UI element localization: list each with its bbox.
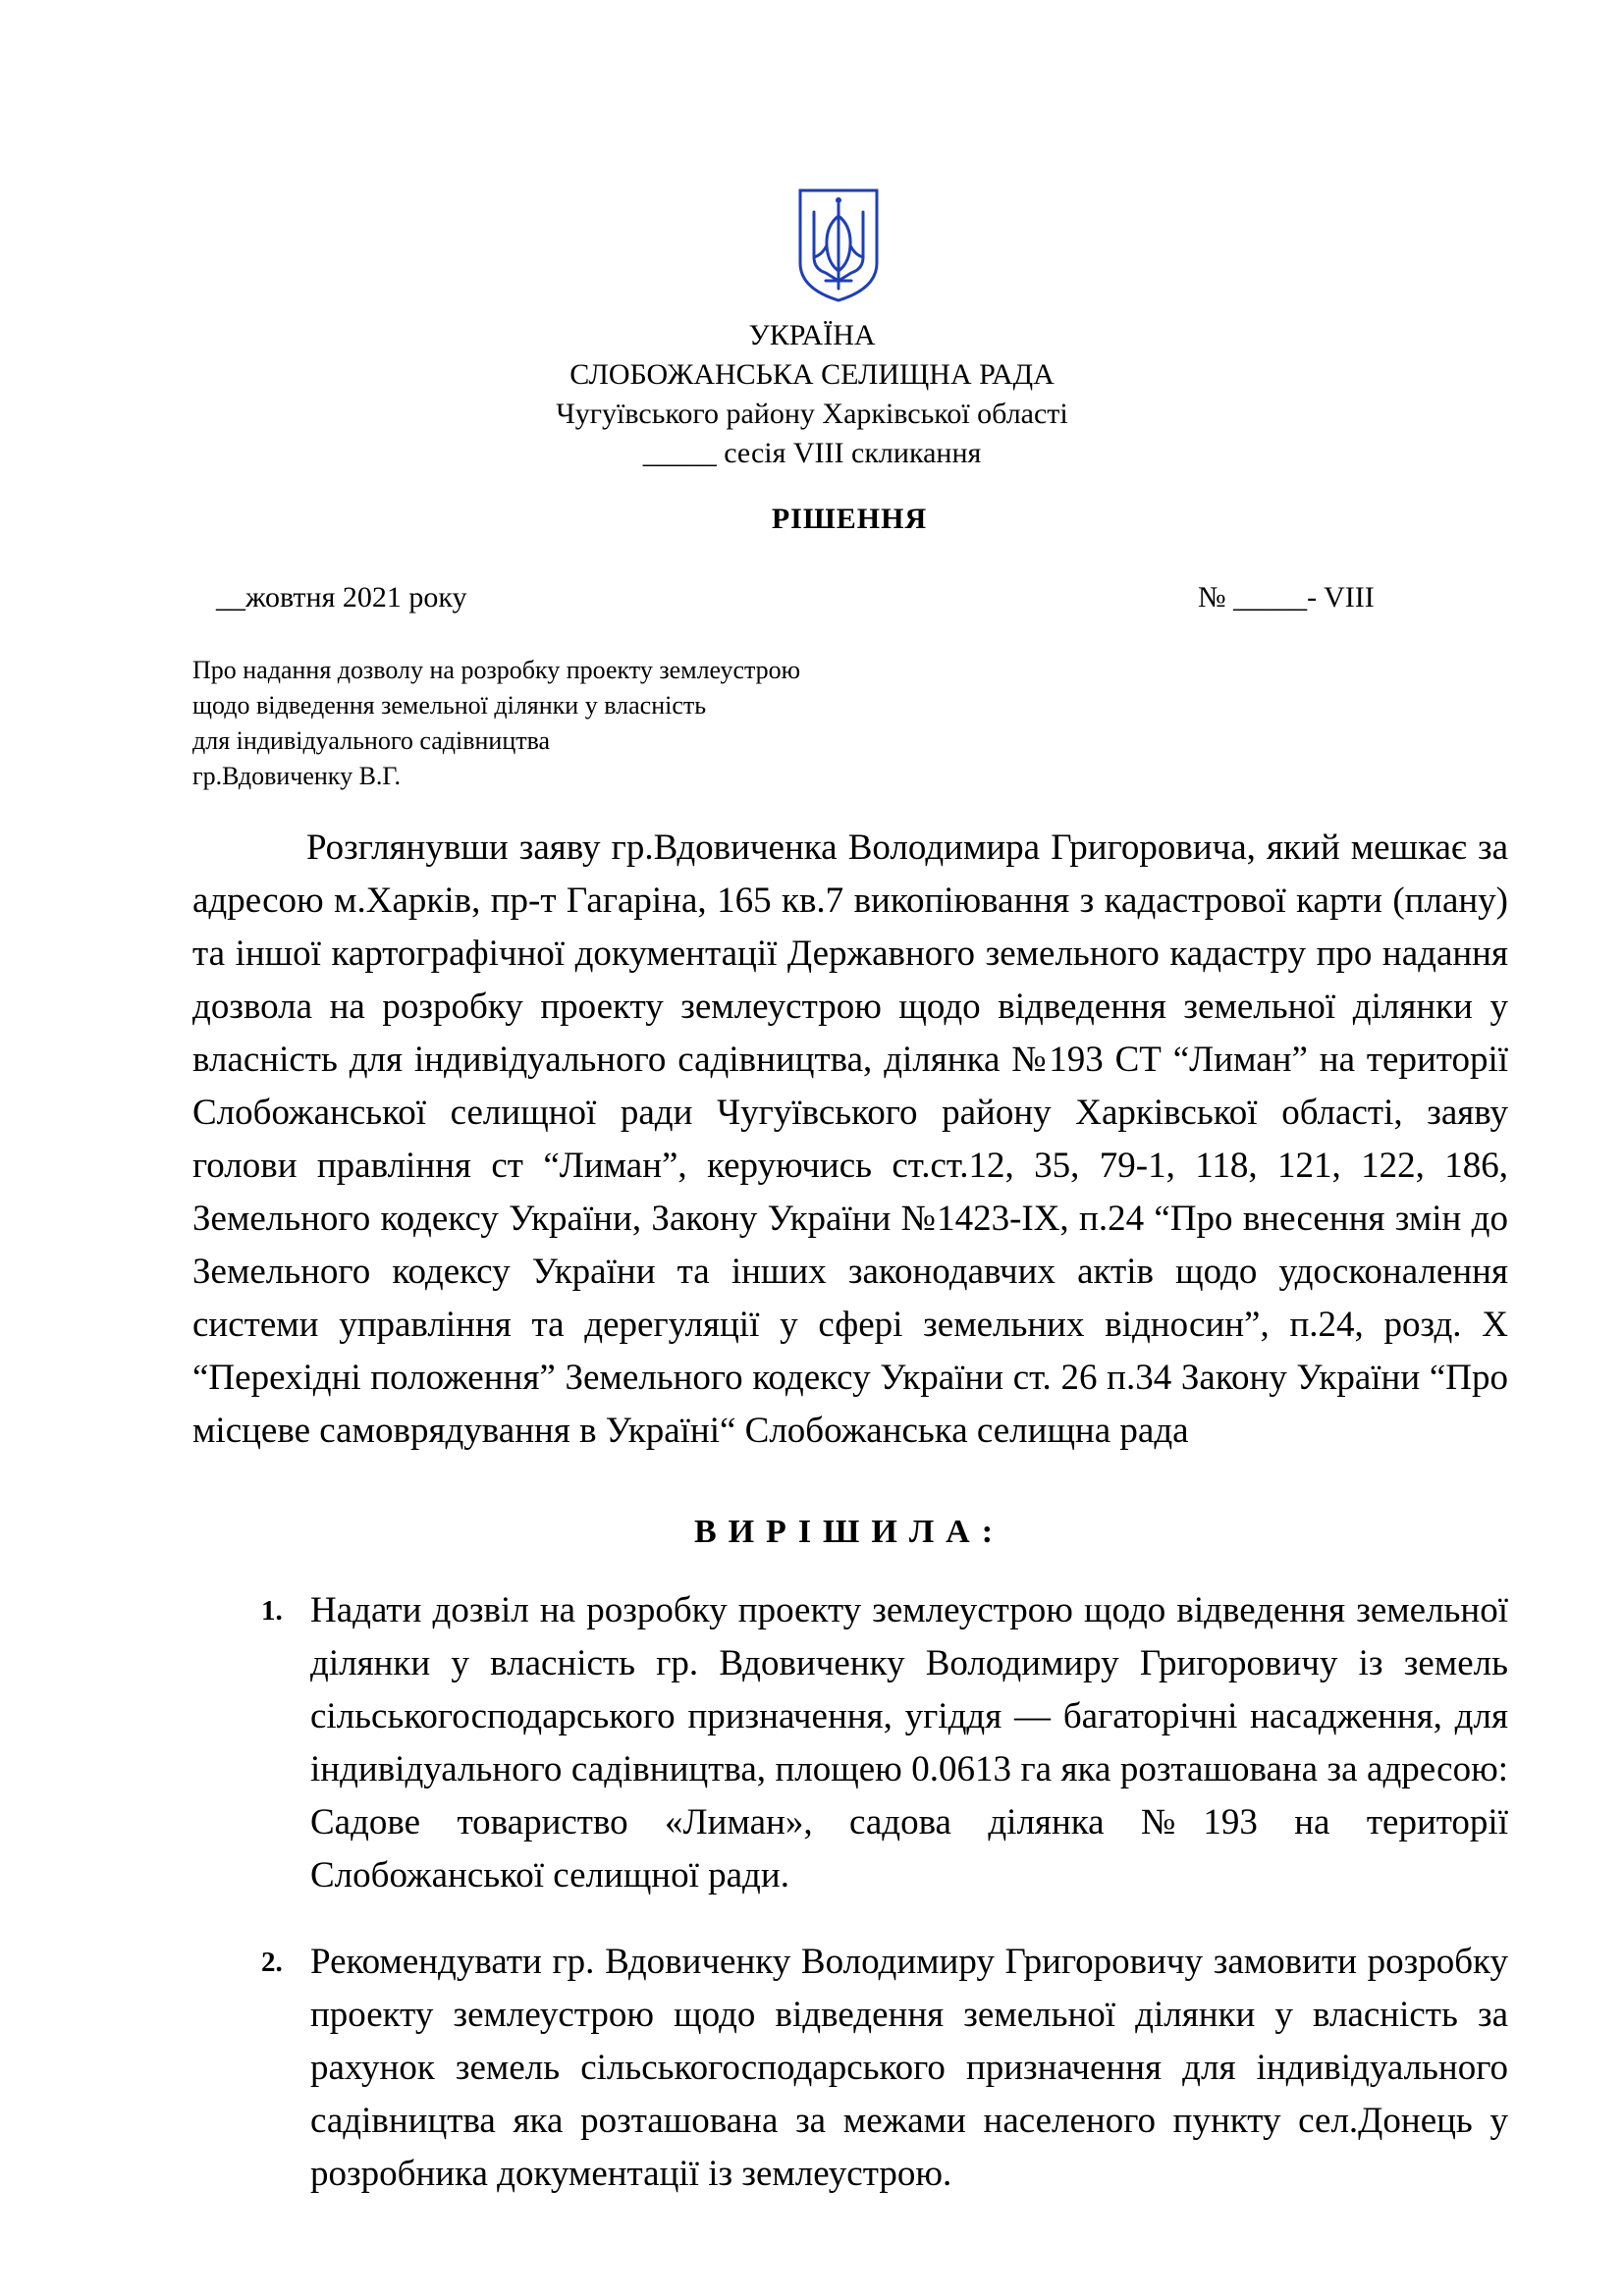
document-subject	[192, 653, 800, 794]
decision-items	[255, 1584, 1508, 2201]
item-text: Надати дозвіл на розробку проекту землеустрою щодо відведення земельної ділянки у власність гр. Вдовиченку Володимиру Григоровичу із земель сільськогосподарського призначення, угіддя — багаторічні насадження, для індивідуального садівництва, площею 0.0613 га яка розташована за адресою: Садове товариство «Лиман», садова ділянка №193 на території Слобожанської селищної ради.	[310, 1590, 1508, 1896]
district-name: Чугуївського району Харківської області	[556, 398, 1068, 430]
document-body	[192, 822, 1508, 1458]
document-title: РІШЕННЯ	[771, 503, 928, 535]
item-number: 1.	[261, 1595, 283, 1627]
subject-line: гр.Вдовиченку В.Г.	[192, 762, 402, 790]
preamble-paragraph: Розглянувши заяву гр.Вдовиченка Володимира Григоровича, який мешкає за адресою м.Харків, пр-т Гагаріна, 165 кв.7 викопіювання з кадастрової карти (плану) та іншої картографічної документації Державного земельного кадастру про надання дозвола на розробку проекту землеустрою щодо відведення земельної ділянки у власність для індивідуального садівництва, ділянка №193 СТ “Лиман” на території Слобожанської селищної ради Чугуївського району Харківської області, заяву голови правління ст “Лиман”, керуючись ст.ст.12, 35, 79-1, 118, 121, 122, 186, Земельного кодексу України, Закону України №1423-IX, п.24 “Про внесення змін до Земельного кодексу України та інших законодавчих актів щодо удосконалення системи управління та дерегуляції у сфері земельних відносин”, п.24, розд. X “Перехідні положення” Земельного кодексу України ст. 26 п.34 Закону України “Про місцеве самоврядування в Україні“ Слобожанська селищна рада	[192, 828, 1508, 1451]
council-name: СЛОБОЖАНСЬКА СЕЛИЩНА РАДА	[569, 358, 1055, 391]
document-date: __жовтня 2021 року	[216, 581, 467, 614]
country-name: УКРАЇНА	[748, 319, 876, 351]
ukraine-coat-of-arms-icon	[796, 187, 881, 304]
session-line: _____ сесія VIII скликання	[642, 437, 982, 469]
subject-line: для індивідуального садівництва	[192, 726, 551, 755]
item-text: Рекомендувати гр. Вдовиченку Володимиру Григоровичу замовити розробку проекту землеустрою щодо відведення земельної ділянки у власність за рахунок земель сільськогосподарського призначення для індивідуального садівництва яка розташована за межами населеного пункту сел.Донець у розробника документації із землеустрою.	[310, 1942, 1508, 2194]
decision-item	[255, 1936, 1508, 2201]
subject-line: щодо відведення земельної ділянки у власність	[192, 691, 707, 720]
decided-heading: ВИРІШИЛА:	[693, 1514, 1005, 1550]
document-number: № _____- VIII	[1198, 581, 1375, 614]
subject-line: Про надання дозволу на розробку проекту землеустрою	[192, 656, 801, 684]
decision-item	[255, 1584, 1508, 1902]
item-number: 2.	[261, 1947, 283, 1978]
